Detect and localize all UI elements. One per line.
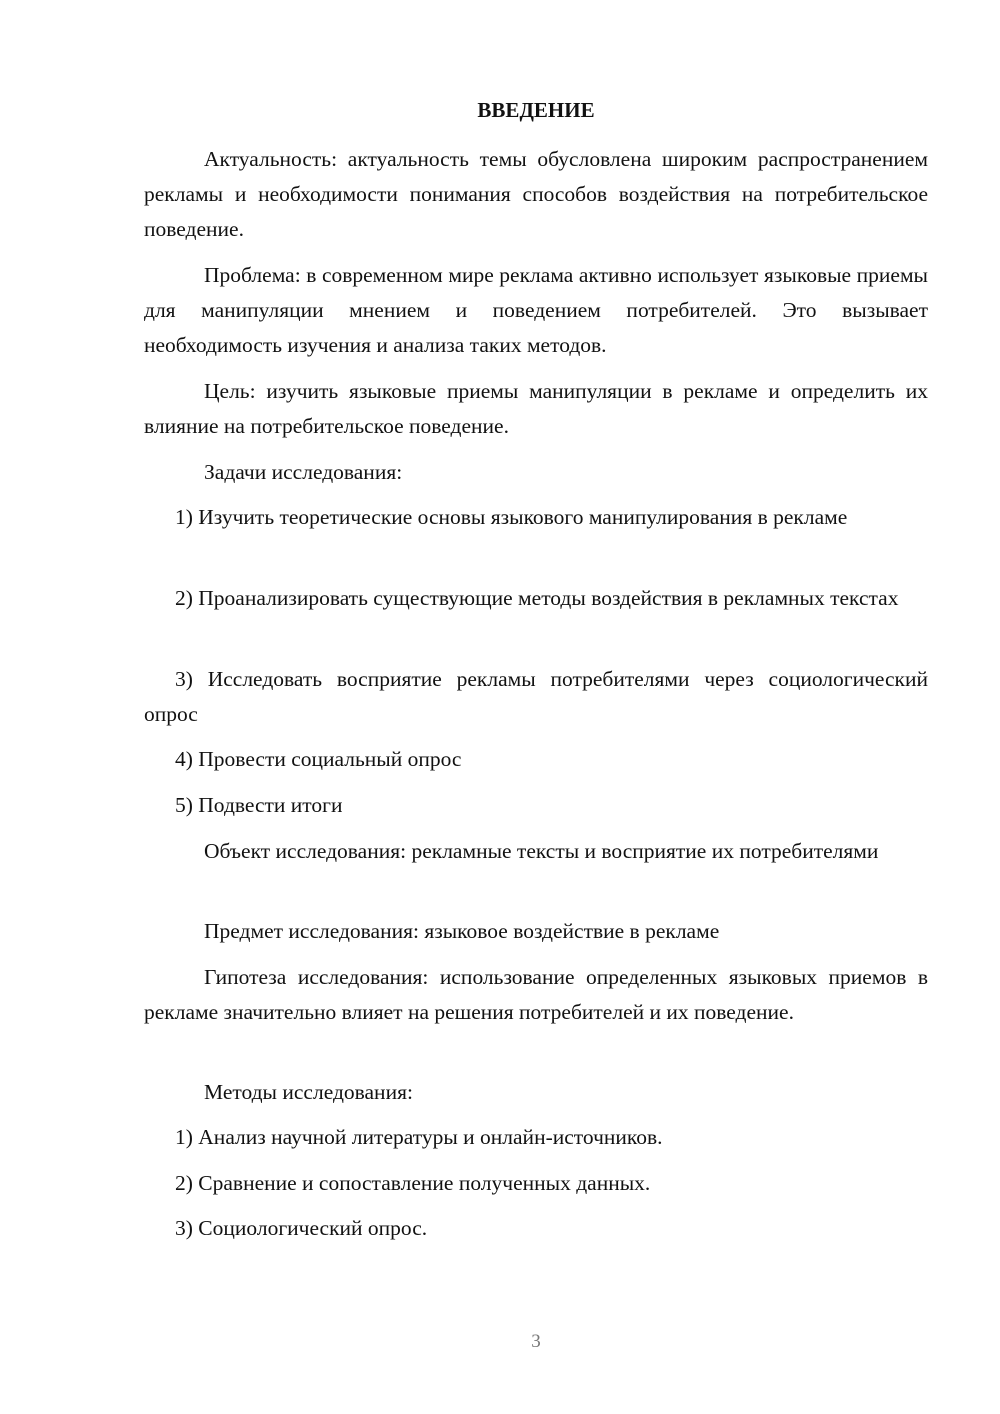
paragraph-problem: Проблема: в современном мире реклама активно использует языковые приемы для манипуляции мнением и поведением потребителей. Это вызывает необходимость изучения и анализа таких методов. (144, 263, 928, 357)
task-item-4: 4) Провести социальный опрос (175, 747, 462, 771)
method-item-2: 2) Сравнение и сопоставление полученных данных. (175, 1171, 651, 1195)
method-item-1: 1) Анализ научной литературы и онлайн-источников. (175, 1125, 663, 1149)
section-heading: ВВЕДЕНИЕ (477, 98, 595, 122)
paragraph-subject: Предмет исследования: языковое воздействие в рекламе (204, 919, 720, 943)
paragraph-hypothesis: Гипотеза исследования: использование определенных языковых приемов в рекламе значительно влияет на решения потребителей и их поведение. (144, 965, 928, 1024)
method-item-3: 3) Социологический опрос. (175, 1216, 428, 1240)
tasks-heading: Задачи исследования: (204, 460, 403, 484)
paragraph-goal: Цель: изучить языковые приемы манипуляции в рекламе и определить их влияние на потребительское поведение. (144, 379, 928, 438)
task-item-3: 3) Исследовать восприятие рекламы потребителями через социологический опрос (144, 667, 928, 726)
task-item-1: 1) Изучить теоретические основы языкового манипулирования в рекламе (175, 505, 848, 529)
paragraph-relevance: Актуальность: актуальность темы обусловлена широким распространением рекламы и необходимости понимания способов воздействия на потребительское поведение. (144, 147, 928, 241)
page-number: 3 (531, 1331, 541, 1352)
task-item-5: 5) Подвести итоги (175, 793, 343, 817)
task-item-2: 2) Проанализировать существующие методы воздействия в рекламных текстах (175, 586, 899, 610)
methods-heading: Методы исследования: (204, 1080, 413, 1104)
paragraph-object: Объект исследования: рекламные тексты и восприятие их потребителями (204, 839, 879, 863)
